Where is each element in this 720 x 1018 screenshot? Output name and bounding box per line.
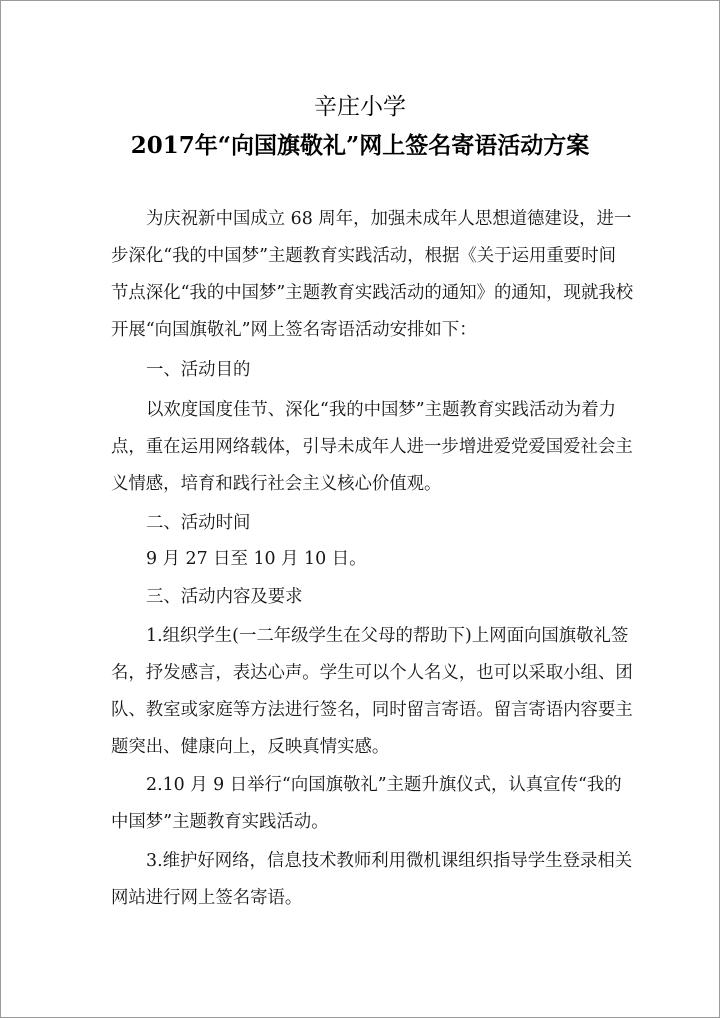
paragraph-line: 节点深化“我的中国梦”主题教育实践活动的通知》的通知，现就我校 xyxy=(111,283,634,303)
paragraph-line: 2.10 月 9 日举行“向国旗敬礼”主题升旗仪式，认真宣传“我的 xyxy=(146,775,622,795)
paragraph-line: 1.组织学生(一二年级学生在父母的帮助下)上网面向国旗敬礼签 xyxy=(146,626,629,646)
section-heading: 三、活动内容及要求 xyxy=(146,587,303,607)
section-heading: 一、活动目的 xyxy=(146,360,251,380)
paragraph-line: 队、教室或家庭等方法进行签名，同时留言寄语。留言寄语内容要主 xyxy=(111,700,633,720)
paragraph-line: 以欢度国度佳节、深化“我的中国梦”主题教育实践活动为着力 xyxy=(146,400,616,420)
paragraph-line: 3.维护好网络，信息技术教师利用微机课组织指导学生登录相关 xyxy=(146,851,633,871)
section-heading: 二、活动时间 xyxy=(146,513,251,533)
paragraph-line: 中国梦”主题教育实践活动。 xyxy=(111,812,329,832)
paragraph-line: 步深化“我的中国梦”主题教育实践活动，根据《关于运用重要时间 xyxy=(111,246,616,266)
paragraph-line: 9 月 27 日至 10 月 10 日。 xyxy=(146,549,367,569)
paragraph-line: 名，抒发感言，表达心声。学生可以个人名义，也可以采取小组、团 xyxy=(111,663,633,683)
paragraph-line: 点，重在运用网络载体，引导未成年人进一步增进爱党爱国爱社会主 xyxy=(111,437,633,457)
paragraph-line: 为庆祝新中国成立 68 周年，加强未成年人思想道德建设，进一 xyxy=(146,209,632,229)
paragraph-line: 题突出、健康向上，反映真情实感。 xyxy=(111,737,390,757)
paragraph-line: 网站进行网上签名寄语。 xyxy=(111,888,303,908)
paragraph-line: 义情感，培育和践行社会主义核心价值观。 xyxy=(111,474,442,494)
document-title: 辛庄小学 xyxy=(314,94,406,120)
paragraph-line: 开展“向国旗敬礼”网上签名寄语活动安排如下： xyxy=(111,320,477,340)
document-subtitle: 2017年“向国旗敬礼”网上签名寄语活动方案 xyxy=(130,132,590,159)
